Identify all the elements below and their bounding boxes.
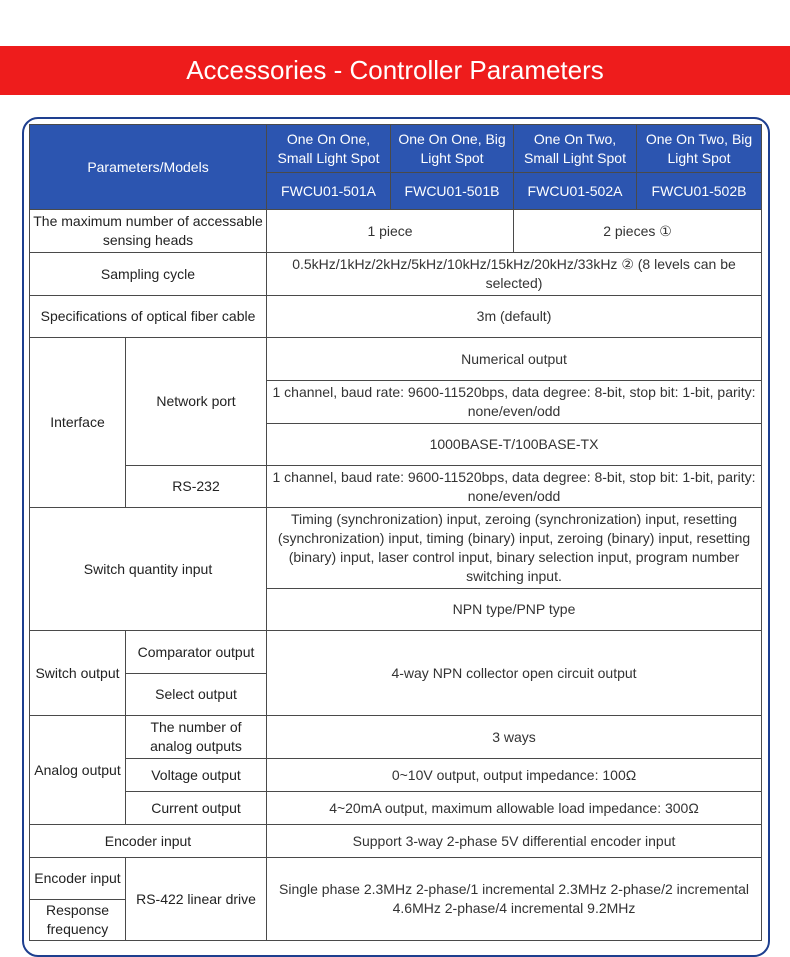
row-label-voltage-output: Voltage output [126, 759, 267, 792]
table-row [30, 631, 762, 674]
value-analog-count: 3 ways [267, 716, 762, 759]
row-label-current-output: Current output [126, 792, 267, 825]
header-model-desc: One On One, Big Light Spot [391, 125, 514, 173]
value-sampling-cycle: 0.5kHz/1kHz/2kHz/5kHz/10kHz/15kHz/20kHz/33kHz ② (8 levels can be selected) [267, 253, 762, 296]
row-label-fiber-cable: Specifications of optical fiber cable [30, 296, 267, 338]
table-row [30, 716, 762, 759]
row-label-sampling-cycle: Sampling cycle [30, 253, 267, 296]
row-label-switch-input: Switch quantity input [30, 508, 267, 631]
value-rs232-spec: 1 channel, baud rate: 9600-11520bps, data degree: 8-bit, stop bit: 1-bit, parity: none/even/odd [267, 466, 762, 508]
value-current-output: 4~20mA output, maximum allowable load impedance: 300Ω [267, 792, 762, 825]
value-ethernet-standard: 1000BASE-T/100BASE-TX [267, 424, 762, 466]
header-model-code: FWCU01-502B [637, 173, 762, 210]
table-row [30, 508, 762, 589]
table-row [30, 210, 762, 253]
header-model-code: FWCU01-501A [267, 173, 391, 210]
row-label-encoder-input: Encoder input [30, 825, 267, 858]
header-model-code: FWCU01-501B [391, 173, 514, 210]
row-label-switch-output: Switch output [30, 631, 126, 716]
header-parameters-models: Parameters/Models [30, 125, 267, 210]
value-numerical-output: Numerical output [267, 338, 762, 381]
row-label-analog-count: The number of analog outputs [126, 716, 267, 759]
header-model-desc: One On Two, Small Light Spot [514, 125, 637, 173]
value-switch-input-list: Timing (synchronization) input, zeroing (synchronization) input, resetting (synchronization) input, timing (binary) input, zeroing (binary) input, resetting (binary) input, laser control input, binary selection input, program number switching input. [267, 508, 762, 589]
value-response-frequency: Single phase 2.3MHz 2-phase/1 incremental 2.3MHz 2-phase/2 incremental 4.6MHz 2-phase/4 incremental 9.2MHz [267, 858, 762, 941]
page-title: Accessories - Controller Parameters [186, 55, 604, 85]
table-row [30, 253, 762, 296]
row-label-rs422-drive: RS-422 linear drive [126, 858, 267, 941]
value-one-on-two-heads: 2 pieces ① [514, 210, 762, 253]
page-title-banner [0, 46, 790, 95]
table-row [30, 296, 762, 338]
table-row [30, 466, 762, 508]
row-label-comparator-output: Comparator output [126, 631, 267, 674]
value-network-serial-spec: 1 channel, baud rate: 9600-11520bps, data degree: 8-bit, stop bit: 1-bit, parity: none/even/odd [267, 381, 762, 424]
table-row [30, 792, 762, 825]
table-row [30, 858, 762, 900]
row-label-max-heads: The maximum number of accessable sensing heads [30, 210, 267, 253]
value-encoder-input: Support 3-way 2-phase 5V differential encoder input [267, 825, 762, 858]
value-fiber-cable: 3m (default) [267, 296, 762, 338]
value-switch-input-type: NPN type/PNP type [267, 589, 762, 631]
row-label-interface: Interface [30, 338, 126, 508]
header-model-desc: One On Two, Big Light Spot [637, 125, 762, 173]
header-model-code: FWCU01-502A [514, 173, 637, 210]
row-label-select-output: Select output [126, 674, 267, 716]
value-voltage-output: 0~10V output, output impedance: 100Ω [267, 759, 762, 792]
value-one-on-one-heads: 1 piece [267, 210, 514, 253]
table-header-row [30, 125, 762, 173]
row-label-analog-output: Analog output [30, 716, 126, 825]
row-label-rs232: RS-232 [126, 466, 267, 508]
value-switch-output: 4-way NPN collector open circuit output [267, 631, 762, 716]
table-row [30, 825, 762, 858]
row-label-encoder-input-top: Encoder input [30, 858, 126, 900]
row-label-response-frequency: Response frequency [30, 900, 126, 941]
header-model-desc: One On One, Small Light Spot [267, 125, 391, 173]
table-row [30, 338, 762, 381]
table-row [30, 759, 762, 792]
row-label-network-port: Network port [126, 338, 267, 466]
controller-parameters-table [29, 124, 762, 941]
